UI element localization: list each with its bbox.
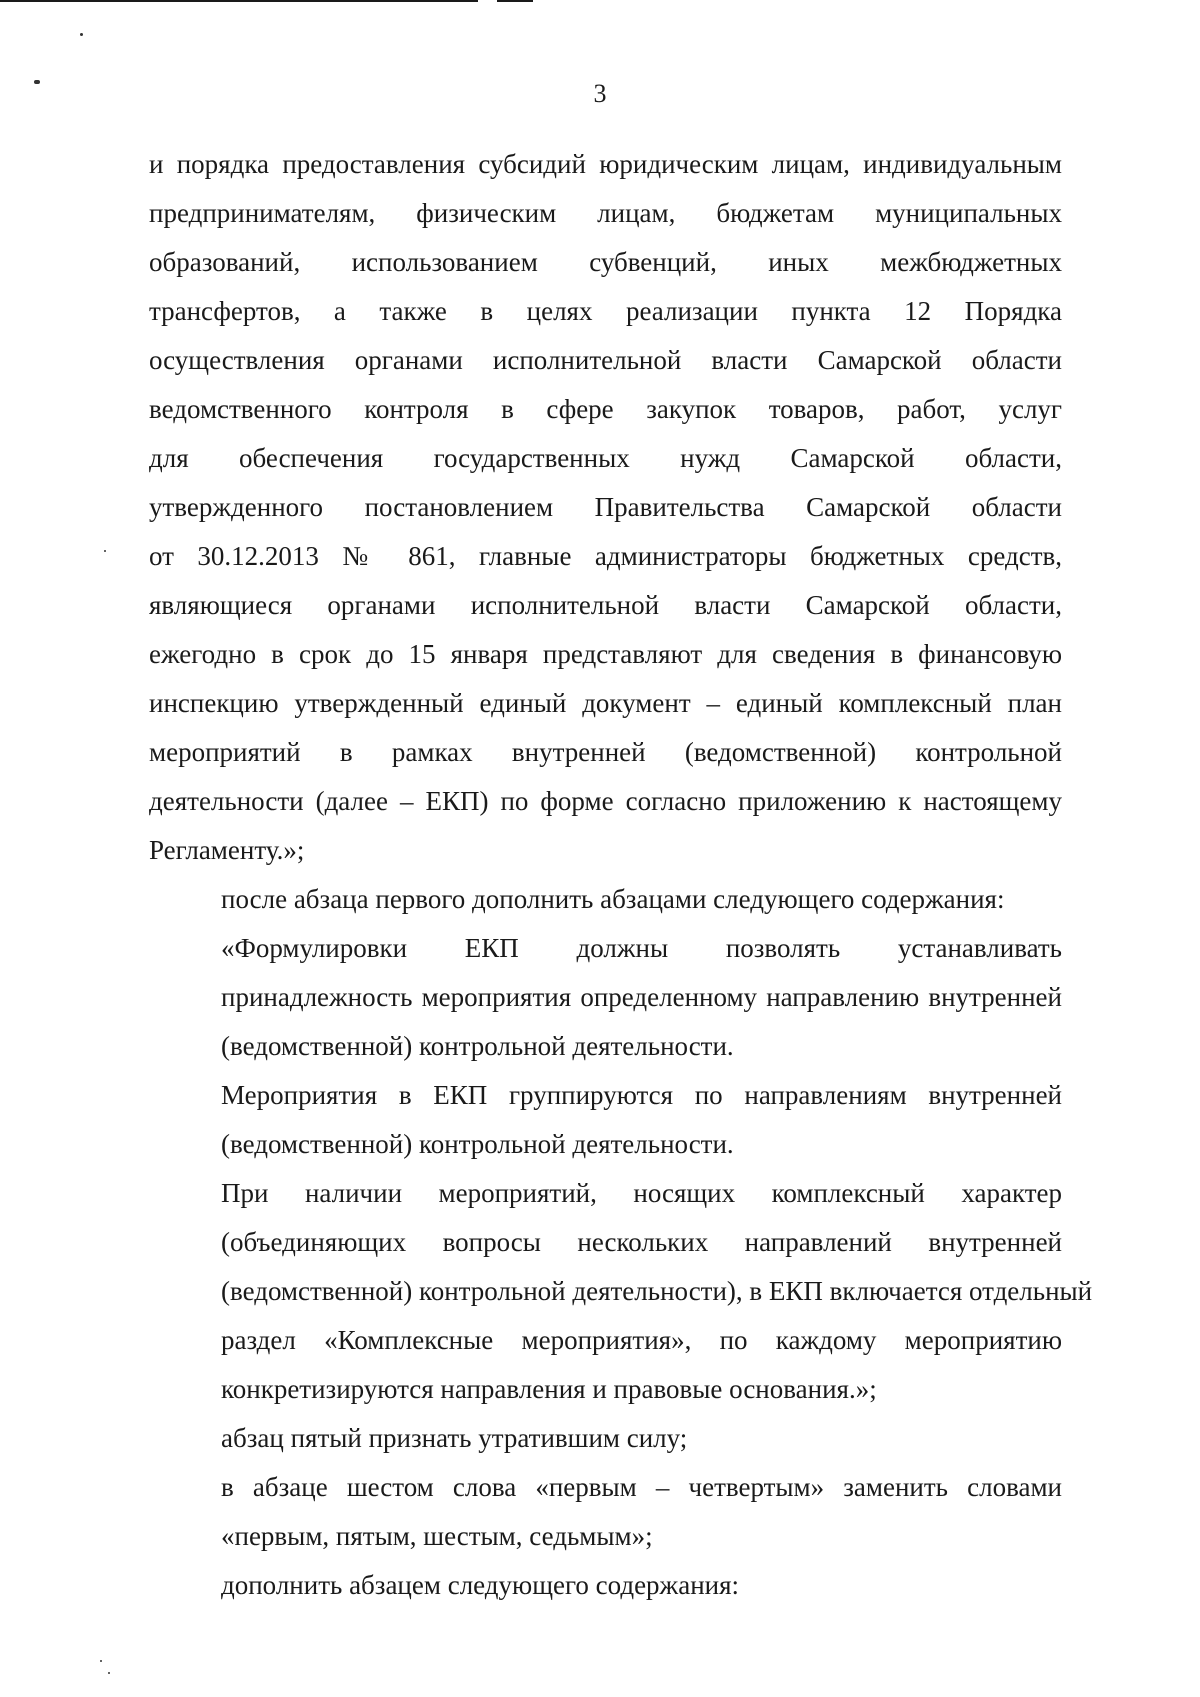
text-line: в абзаце шестом слова «первым – четвертым» заменить словами: [221, 1472, 1062, 1502]
text-line: При наличии мероприятий, носящих комплексный характер: [221, 1178, 1062, 1208]
text-line: являющиеся органами исполнительной власти Самарской области,: [149, 590, 1062, 620]
document-body: [149, 140, 1093, 1610]
text-line: (ведомственной) контрольной деятельности), в ЕКП включается отдельный: [221, 1276, 1093, 1306]
scan-edge-line: [0, 0, 478, 2]
text-line: дополнить абзацем следующего содержания:: [221, 1570, 740, 1600]
text-line: утвержденного постановлением Правительства Самарской области: [149, 492, 1062, 522]
scan-edge-line: [497, 0, 533, 2]
text-line: от 30.12.2013 № 861, главные администраторы бюджетных средств,: [149, 541, 1062, 571]
paragraph: [149, 140, 1062, 875]
paragraph: [149, 1414, 1062, 1463]
text-line: после абзаца первого дополнить абзацами следующего содержания:: [221, 884, 1005, 914]
text-line: ведомственного контроля в сфере закупок товаров, работ, услуг: [149, 394, 1062, 424]
text-line: (объединяющих вопросы нескольких направлений внутренней: [221, 1227, 1062, 1257]
text-line: «Формулировки ЕКП должны позволять устанавливать: [221, 933, 1062, 963]
text-line: (ведомственной) контрольной деятельности.: [221, 1031, 734, 1061]
paragraph: [149, 924, 1062, 1071]
paragraph: [149, 1463, 1062, 1561]
text-line: Мероприятия в ЕКП группируются по направлениям внутренней: [221, 1080, 1062, 1110]
scan-speck: [100, 1660, 102, 1662]
text-line: Регламенту.»;: [149, 835, 305, 865]
text-line: и порядка предоставления субсидий юридическим лицам, индивидуальным: [149, 149, 1062, 179]
text-line: «первым, пятым, шестым, седьмым»;: [221, 1521, 653, 1551]
text-line: ежегодно в срок до 15 января представляют для сведения в финансовую: [149, 639, 1062, 669]
text-line: конкретизируются направления и правовые основания.»;: [221, 1374, 877, 1404]
text-line: для обеспечения государственных нужд Самарской области,: [149, 443, 1062, 473]
page-number: 3: [593, 79, 607, 108]
paragraph: [149, 875, 1062, 924]
text-line: деятельности (далее – ЕКП) по форме согласно приложению к настоящему: [149, 786, 1062, 816]
text-line: раздел «Комплексные мероприятия», по каждому мероприятию: [221, 1325, 1062, 1355]
text-line: абзац пятый признать утратившим силу;: [221, 1423, 688, 1453]
scan-speck: [108, 1672, 110, 1674]
scan-speck: [104, 550, 106, 552]
text-line: принадлежность мероприятия определенному направлению внутренней: [221, 982, 1062, 1012]
text-line: инспекцию утвержденный единый документ – единый комплексный план: [149, 688, 1062, 718]
text-line: мероприятий в рамках внутренней (ведомственной) контрольной: [149, 737, 1062, 767]
text-line: предпринимателям, физическим лицам, бюджетам муниципальных: [149, 198, 1062, 228]
text-line: (ведомственной) контрольной деятельности.: [221, 1129, 734, 1159]
paragraph: [149, 1071, 1062, 1169]
paragraph: [149, 1561, 1062, 1610]
text-line: образований, использованием субвенций, иных межбюджетных: [149, 247, 1062, 277]
scan-speck: [80, 33, 83, 36]
text-line: трансфертов, а также в целях реализации пункта 12 Порядка: [149, 296, 1062, 326]
paragraph: [149, 1169, 1093, 1414]
text-line: осуществления органами исполнительной власти Самарской области: [149, 345, 1062, 375]
